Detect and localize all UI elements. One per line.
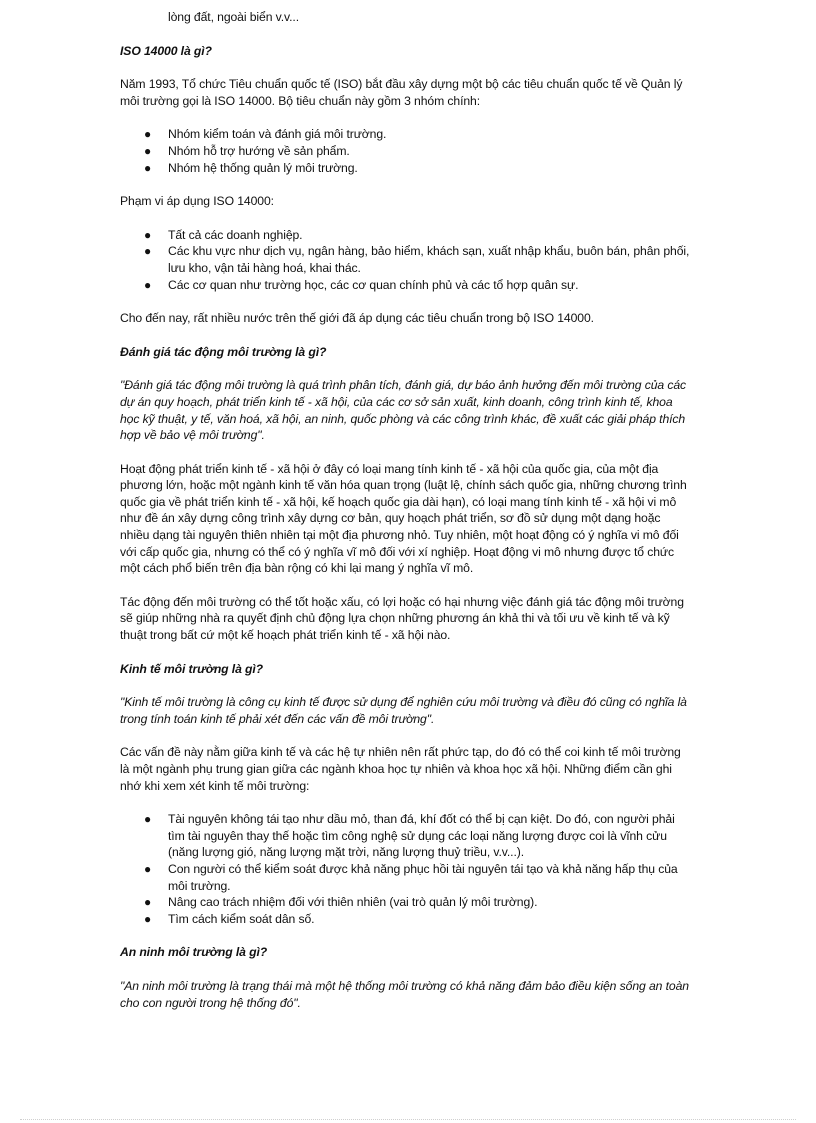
- list-item: ● Nâng cao trách nhiệm đối với thiên nhiên (vai trò quản lý môi trường).: [144, 895, 538, 910]
- bullet-icon: ●: [144, 812, 152, 827]
- list-item: ● Nhóm hỗ trợ hướng về sản phẩm.: [144, 143, 350, 158]
- list-item: ● Tất cả các doanh nghiệp.: [144, 227, 303, 242]
- iso-heading: ISO 14000 là gì?: [120, 43, 212, 58]
- iso-intro-paragraph: Năm 1993, Tổ chức Tiêu chuẩn quốc tế (ISO) bắt đầu xây dựng một bộ các tiêu chuẩn quốc tế về Quản lý môi trường gọi là ISO 14000. Bộ tiêu chuẩn này gồm 3 nhóm chính:: [120, 77, 683, 108]
- bullet-icon: ●: [144, 244, 152, 259]
- eia-paragraph-2: Tác động đến môi trường có thể tốt hoặc xấu, có lợi hoặc có hại nhưng việc đánh giá tác động môi trường sẽ giúp những nhà ra quyết định chủ động lựa chọn những phương án khả thi và tối ưu về kinh tế và kỹ thuật trong bất cứ một kế hoạch phát triển kinh tế - xã hội nào.: [120, 594, 684, 643]
- bullet-icon: ●: [144, 143, 152, 158]
- page-divider: [20, 1119, 796, 1120]
- iso-adoption-paragraph: Cho đến nay, rất nhiều nước trên thế giới đã áp dụng các tiêu chuẩn trong bộ ISO 14000.: [120, 311, 594, 326]
- list-item: ● Nhóm hệ thống quản lý môi trường.: [144, 160, 358, 175]
- econ-points-list: [120, 811, 690, 927]
- eia-paragraph-1: Hoạt động phát triển kinh tế - xã hội ở đây có loại mang tính kinh tế - xã hội của quốc gia, của một địa phương lớn, hoặc một ngành kinh tế văn hóa quan trọng (luật lệ, chính sách quốc gia, những chương trình quốc gia về phát triển kinh tế - xã hội, kế hoạch quốc gia dài hạn), có loại mang tính kinh tế - xã hội vi mô như đề án xây dựng công trình xây dựng cơ bản, quy hoạch phát triển, sơ đồ sử dụng một dạng hoặc nhiều dạng tài nguyên thiên nhiên tại một địa phương nhỏ. Tuy nhiên, một hoạt động có ý nghĩa vi mô đối với cấp quốc gia, nhưng có thể có ý nghĩa vĩ mô đối với xí nghiệp. Hoạt động vi mô nhưng được tổ chức một cách phổ biến trên địa bàn rộng có khi lại mang ý nghĩa vĩ mô.: [120, 461, 687, 576]
- list-item: ● Con người có thể kiểm soát được khả năng phục hồi tài nguyên tái tạo và khả năng hấp thụ của môi trường.: [144, 861, 678, 893]
- list-item: ● Các khu vực như dịch vụ, ngân hàng, bảo hiểm, khách sạn, xuất nhập khẩu, buôn bán, phân phối, lưu kho, vận tải hàng hoá, khai thác.: [144, 244, 690, 275]
- bullet-icon: ●: [144, 227, 152, 242]
- bullet-icon: ●: [144, 861, 152, 876]
- list-item: ● Nhóm kiểm toán và đánh giá môi trường.: [144, 127, 387, 142]
- security-heading: An ninh môi trường là gì?: [120, 945, 268, 960]
- security-quote: "An ninh môi trường là trạng thái mà một hệ thống môi trường có khả năng đảm bảo điều kiện sống an toàn cho con người trong hệ thống đó".: [120, 978, 689, 1010]
- list-item: ● Tìm cách kiểm soát dân số.: [144, 911, 315, 926]
- iso-scope-label: Phạm vi áp dụng ISO 14000:: [120, 194, 274, 209]
- bullet-icon: ●: [144, 277, 152, 292]
- bullet-icon: ●: [144, 895, 152, 910]
- document-body: [120, 9, 690, 1011]
- iso-scope-list: [120, 227, 690, 293]
- eia-heading: Đánh giá tác động môi trường là gì?: [120, 344, 327, 359]
- bullet-icon: ●: [144, 127, 152, 142]
- eia-quote: "Đánh giá tác động môi trường là quá trình phân tích, đánh giá, dự báo ảnh hưởng đến môi trường của các dự án quy hoạch, phát triển kinh tế - xã hội, của các cơ sở sản xuất, kinh doanh, công trình kinh tế, khoa học kỹ thuật, y tế, văn hoá, xã hội, an ninh, quốc phòng và các công trình khác, đề xuất các giải pháp thích hợp về bảo vệ môi trường".: [120, 378, 687, 443]
- list-item: ● Các cơ quan như trường học, các cơ quan chính phủ và các tổ hợp quân sự.: [144, 277, 579, 292]
- econ-quote: "Kinh tế môi trường là công cụ kinh tế được sử dụng để nghiên cứu môi trường và điều đó cũng có nghĩa là trong tính toán kinh tế phải xét đến các vấn đề môi trường".: [120, 695, 687, 726]
- bullet-icon: ●: [144, 160, 152, 175]
- bullet-icon: ●: [144, 911, 152, 926]
- iso-groups-list: [120, 126, 690, 176]
- econ-paragraph: Các vấn đề này nằm giữa kinh tế và các hệ tự nhiên nên rất phức tạp, do đó có thể coi kinh tế môi trường là một ngành phụ trung gian giữa các ngành khoa học tự nhiên và khoa học xã hội. Những điểm cần ghi nhớ khi xem xét kinh tế môi trường:: [120, 745, 681, 793]
- list-item: ● Tài nguyên không tái tạo như dầu mỏ, than đá, khí đốt có thể bị cạn kiệt. Do đó, con người phải tìm tài nguyên thay thế hoặc tìm công nghệ sử dụng các loại năng lượng được coi là vĩnh cửu (năng lượng gió, năng lượng mặt trời, năng lượng thuỷ triều, v.v...).: [144, 812, 675, 860]
- econ-heading: Kinh tế môi trường là gì?: [120, 661, 264, 676]
- lead-line: lòng đất, ngoài biển v.v...: [168, 10, 299, 24]
